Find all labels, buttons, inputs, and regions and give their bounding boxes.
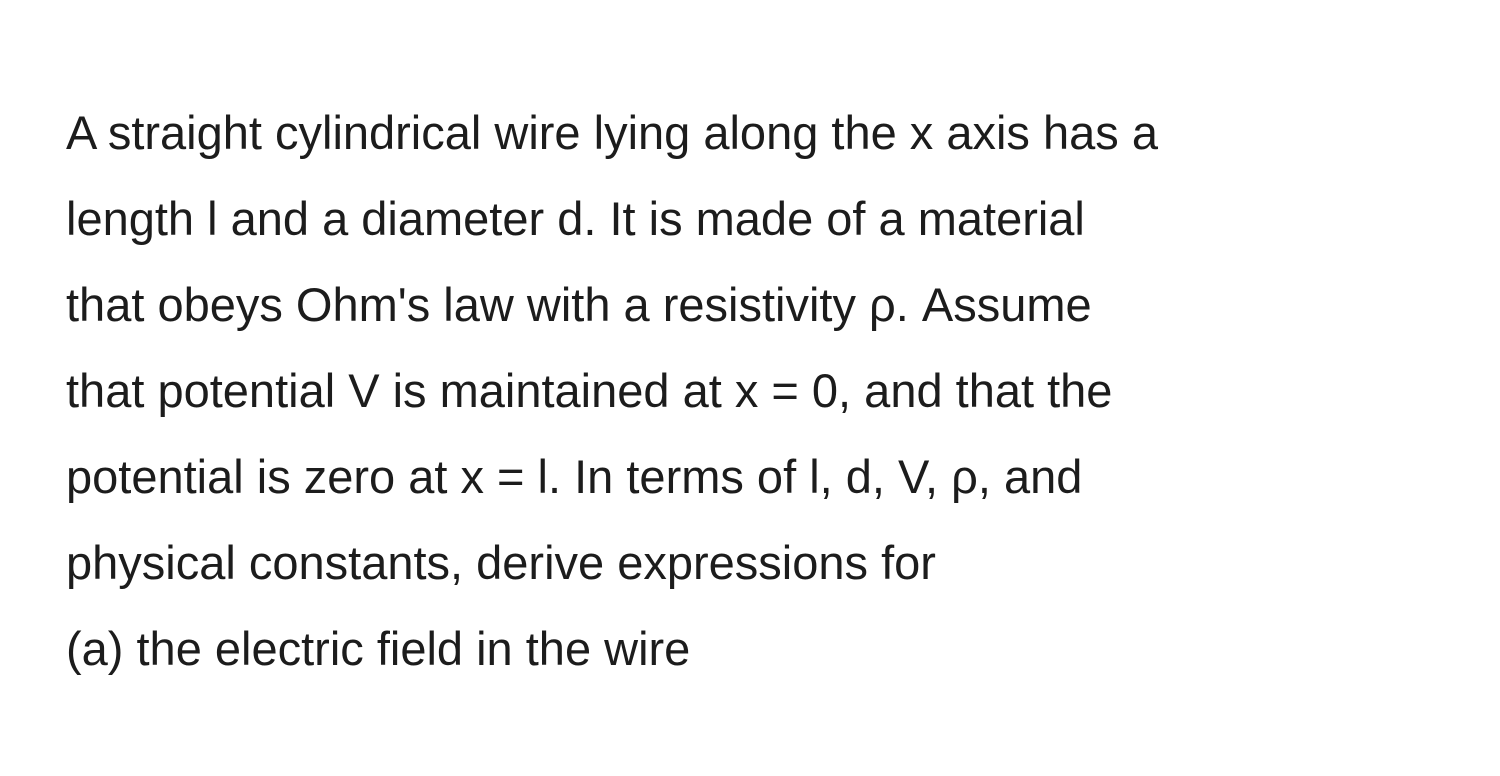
statement-line: potential is zero at x = l. In terms of l, d, V, ρ, and — [66, 450, 1083, 503]
part-a: (a) the electric field in the wire — [66, 622, 691, 675]
statement-line: that potential V is maintained at x = 0, and that the — [66, 364, 1113, 417]
statement-line: A straight cylindrical wire lying along the x axis has a — [66, 106, 1158, 159]
problem-statement — [66, 90, 1466, 692]
statement-line: that obeys Ohm's law with a resistivity ρ. Assume — [66, 278, 1092, 331]
statement-line: physical constants, derive expressions for — [66, 536, 936, 589]
problem-text — [66, 90, 1466, 692]
statement-line: length l and a diameter d. It is made of a material — [66, 192, 1085, 245]
